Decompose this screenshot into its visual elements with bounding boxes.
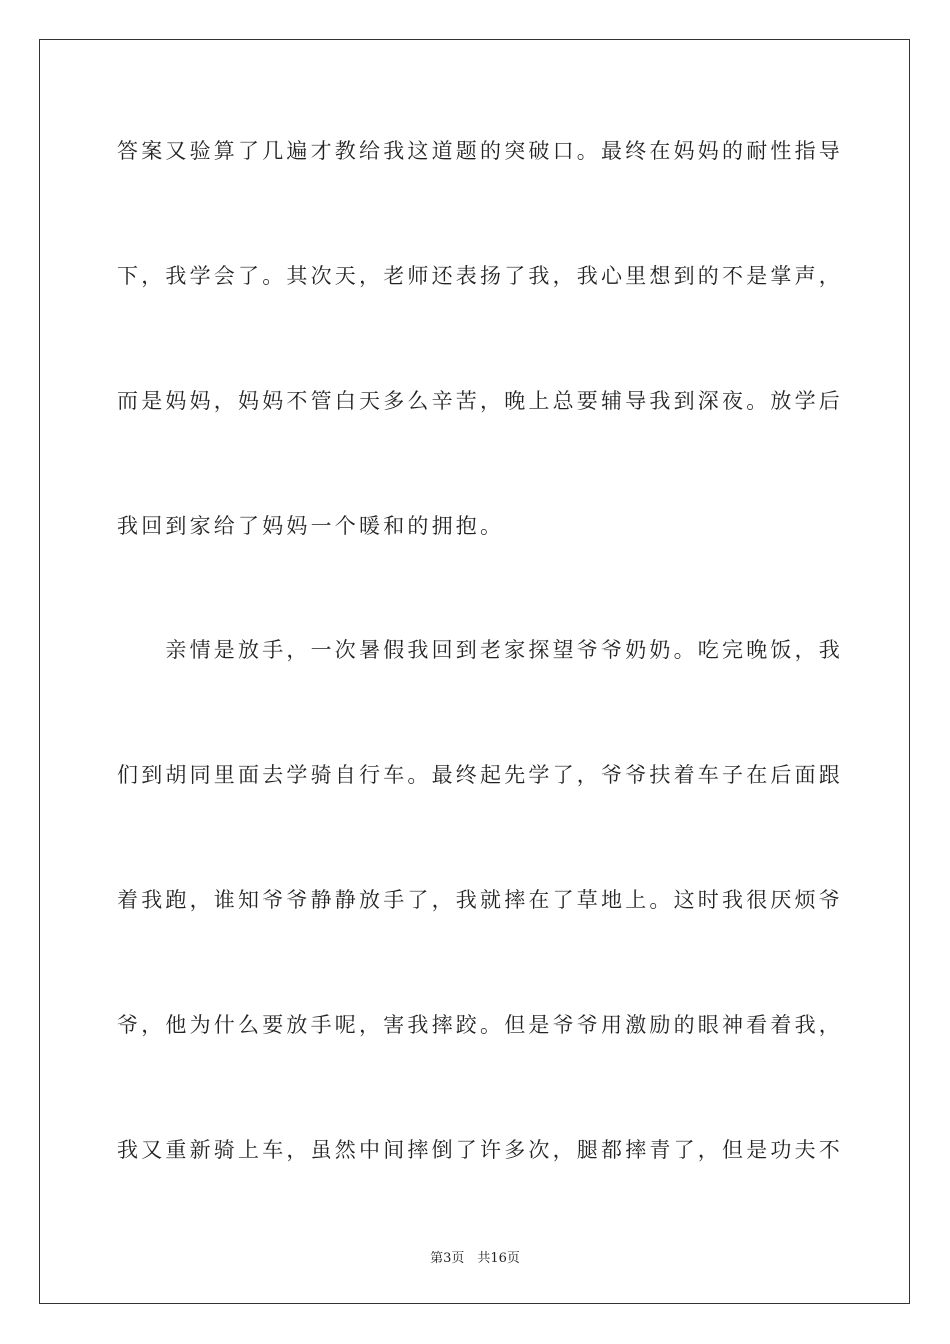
paragraph-2-line-4: 爷，他为什么要放手呢，害我摔跤。但是爷爷用激励的眼神看着我， bbox=[117, 1013, 843, 1037]
page-number-footer: 第3页 共16页 bbox=[430, 1251, 520, 1266]
paragraph-2-line-5: 我又重新骑上车，虽然中间摔倒了许多次，腿都摔青了，但是功夫不 bbox=[117, 1138, 843, 1162]
text-line-3: 而是妈妈，妈妈不管白天多么辛苦，晚上总要辅导我到深夜。放学后 bbox=[117, 389, 843, 413]
paragraph-2-line-3: 着我跑，谁知爷爷静静放手了，我就摔在了草地上。这时我很厌烦爷 bbox=[117, 888, 843, 912]
page-frame bbox=[39, 39, 910, 1304]
paragraph-2-line-1: 亲情是放手，一次暑假我回到老家探望爷爷奶奶。吃完晚饭，我 bbox=[117, 638, 843, 662]
paragraph-2-line-2: 们到胡同里面去学骑自行车。最终起先学了，爷爷扶着车子在后面跟 bbox=[117, 763, 843, 787]
text-line-4: 我回到家给了妈妈一个暖和的拥抱。 bbox=[117, 514, 505, 538]
text-line-2: 下，我学会了。其次天，老师还表扬了我，我心里想到的不是掌声， bbox=[117, 264, 843, 288]
text-line-1: 答案又验算了几遍才教给我这道题的突破口。最终在妈妈的耐性指导 bbox=[117, 139, 843, 163]
